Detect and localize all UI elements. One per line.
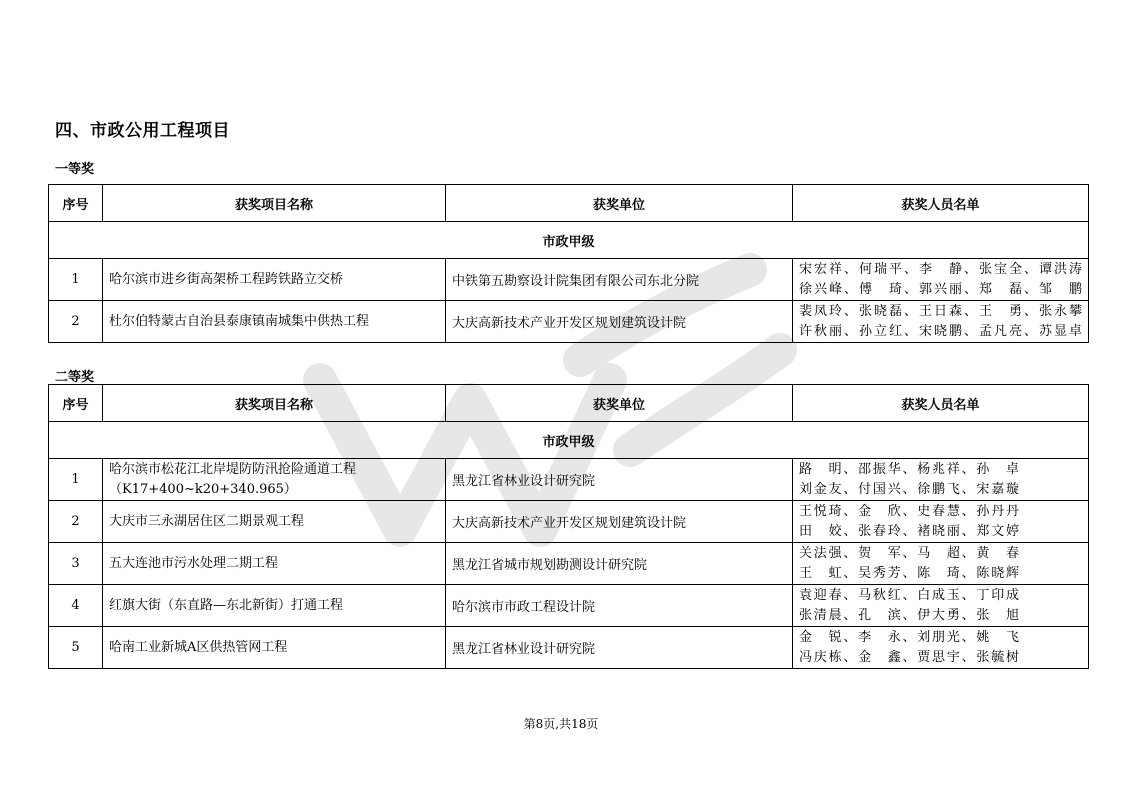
- row-unit: 黑龙江省城市规划勘测设计研究院: [446, 543, 793, 585]
- category-label: 市政甲级: [49, 222, 1089, 259]
- row-project: 哈南工业新城A区供热管网工程: [103, 627, 446, 669]
- col-header-members: 获奖人员名单: [793, 185, 1089, 222]
- row-seq: 5: [49, 627, 103, 669]
- category-row: [49, 222, 1089, 259]
- row-unit: 哈尔滨市市政工程设计院: [446, 585, 793, 627]
- row-unit: 黑龙江省林业设计研究院: [446, 459, 793, 501]
- row-members: 关法强、贺 军、马 超、黄 春 王 虹、吴秀芳、陈 琦、陈晓辉: [793, 543, 1089, 585]
- table-row: [49, 543, 1089, 585]
- table-header-row: [49, 385, 1089, 422]
- row-seq: 1: [49, 459, 103, 501]
- row-project: 红旗大街（东直路—东北新街）打通工程: [103, 585, 446, 627]
- section-title: 四、市政公用工程项目: [55, 121, 230, 141]
- row-unit: 黑龙江省林业设计研究院: [446, 627, 793, 669]
- second-prize-table: [48, 384, 1089, 669]
- row-members: 裴凤玲、张晓磊、王日森、王 勇、张永攀 许秋丽、孙立红、宋晓鹏、孟凡亮、苏显卓: [793, 301, 1089, 343]
- row-members: 金 锐、李 永、刘朋光、姚 飞 冯庆栋、金 鑫、贾思宇、张毓树: [793, 627, 1089, 669]
- col-header-project: 获奖项目名称: [103, 185, 446, 222]
- row-project: 哈尔滨市进乡街高架桥工程跨铁路立交桥: [103, 259, 446, 301]
- row-project: 哈尔滨市松花江北岸堤防防汛抢险通道工程 （K17+400~k20+340.965）: [103, 459, 446, 501]
- col-header-unit: 获奖单位: [446, 385, 793, 422]
- row-seq: 1: [49, 259, 103, 301]
- row-seq: 4: [49, 585, 103, 627]
- first-prize-table: [48, 184, 1089, 343]
- table-row: [49, 585, 1089, 627]
- category-label: 市政甲级: [49, 422, 1089, 459]
- table-row: [49, 501, 1089, 543]
- row-seq: 2: [49, 301, 103, 343]
- row-seq: 3: [49, 543, 103, 585]
- table-row: [49, 627, 1089, 669]
- row-members: 路 明、邵振华、杨兆祥、孙 卓 刘金友、付国兴、徐鹏飞、宋嘉璇: [793, 459, 1089, 501]
- table-row: [49, 459, 1089, 501]
- row-seq: 2: [49, 501, 103, 543]
- row-unit: 大庆高新技术产业开发区规划建筑设计院: [446, 301, 793, 343]
- first-prize-label: 一等奖: [55, 162, 95, 177]
- row-project: 大庆市三永湖居住区二期景观工程: [103, 501, 446, 543]
- row-project: 五大连池市污水处理二期工程: [103, 543, 446, 585]
- row-members: 宋宏祥、何瑞平、李 静、张宝全、谭洪涛 徐兴峰、傅 琦、郭兴丽、郑 磊、邹 鹏: [793, 259, 1089, 301]
- category-row: [49, 422, 1089, 459]
- page-number: 第8页,共18页: [523, 717, 599, 731]
- col-header-unit: 获奖单位: [446, 185, 793, 222]
- table-row: [49, 301, 1089, 343]
- row-project: 杜尔伯特蒙古自治县泰康镇南城集中供热工程: [103, 301, 446, 343]
- table-header-row: [49, 185, 1089, 222]
- row-unit: 中铁第五勘察设计院集团有限公司东北分院: [446, 259, 793, 301]
- col-header-seq: 序号: [49, 185, 103, 222]
- col-header-seq: 序号: [49, 385, 103, 422]
- row-members: 王悦琦、金 欣、史春慧、孙丹丹 田 姣、张春玲、褚晓丽、郑文婷: [793, 501, 1089, 543]
- row-members: 袁迎春、马秋红、白成玉、丁印成 张清晨、孔 滨、伊大勇、张 旭: [793, 585, 1089, 627]
- col-header-members: 获奖人员名单: [793, 385, 1089, 422]
- col-header-project: 获奖项目名称: [103, 385, 446, 422]
- second-prize-label: 二等奖: [55, 370, 95, 385]
- table-row: [49, 259, 1089, 301]
- row-unit: 大庆高新技术产业开发区规划建筑设计院: [446, 501, 793, 543]
